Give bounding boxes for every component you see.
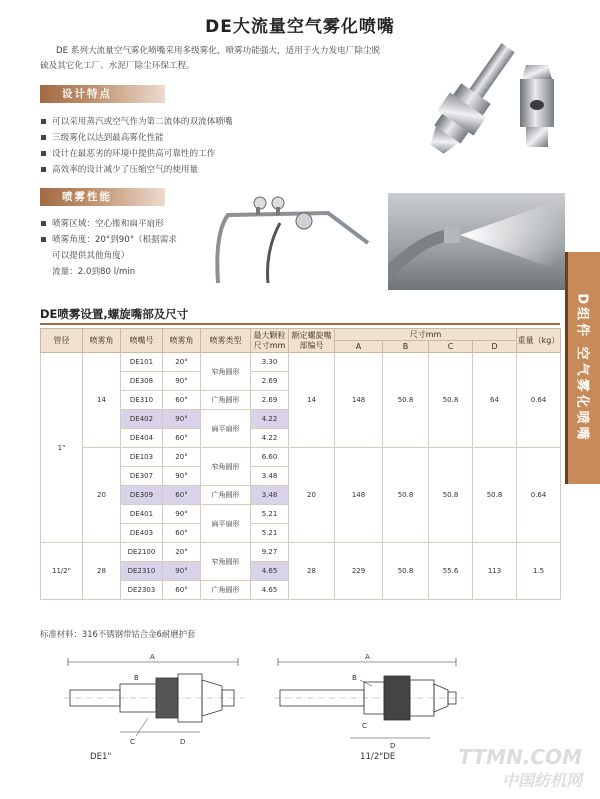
cell-nozzle: DE307: [121, 467, 163, 486]
cell-type: 扁平扇形: [201, 410, 251, 448]
features-list: [40, 114, 232, 178]
table-title: DE喷雾设置,螺旋嘴部及尺寸: [40, 307, 189, 321]
header-dim-d: D: [473, 341, 517, 353]
table-title-divider: [40, 323, 560, 325]
cell-type: 窄角圆形: [201, 353, 251, 391]
cell-nozzle: DE310: [121, 391, 163, 410]
material-note: 标准材料：316不锈钢带钴合金6耐磨护套: [40, 629, 196, 639]
cell-particle: 3.48: [251, 486, 289, 505]
feature-item: 三级雾化以达到最高雾化性能: [40, 130, 232, 146]
dim-label-a: A: [150, 653, 155, 661]
dim-label-d: D: [180, 738, 186, 746]
cell-particle: 9.27: [251, 543, 289, 562]
cell-particle: 4.22: [251, 410, 289, 429]
features-heading: 设计特点: [40, 85, 165, 103]
nozzle-product-photo: [398, 35, 568, 175]
dim-label-b: B: [134, 674, 139, 682]
page-title: DE大流量空气雾化喷嘴: [205, 17, 395, 37]
cell-dim-b: 50.8: [383, 353, 429, 448]
cell-angle: 60°: [163, 391, 201, 410]
cell-nozzle: DE2100: [121, 543, 163, 562]
drawing-right-label: 11/2"DE: [360, 752, 396, 762]
header-angle: 喷雾角: [163, 329, 201, 353]
test-rig-graphic: [208, 193, 378, 293]
spray-test-rig-photo: [208, 193, 378, 293]
cell-nozzle: DE404: [121, 429, 163, 448]
cell-group-size: 20: [83, 448, 121, 543]
cell-particle: 6.60: [251, 448, 289, 467]
table-row: [41, 353, 561, 372]
cell-dim-a: 148: [335, 448, 383, 543]
cell-code: 20: [289, 448, 335, 543]
cell-angle: 90°: [163, 410, 201, 429]
cell-pipe: 1": [41, 353, 83, 543]
cell-code: 28: [289, 543, 335, 600]
cell-angle: 20°: [163, 543, 201, 562]
spec-table: [40, 328, 561, 600]
dim-label-c: C: [362, 722, 367, 730]
side-tab-label: D组件 空气雾化喷嘴: [574, 293, 590, 443]
cell-type: 窄角圆形: [201, 543, 251, 581]
drawing-de112: [270, 652, 470, 752]
watermark-name: 中国纺机网: [501, 771, 582, 790]
cell-angle: 60°: [163, 429, 201, 448]
cell-dim-a: 229: [335, 543, 383, 600]
cell-type: 广角圆形: [201, 391, 251, 410]
spray-photo-graphic: [388, 193, 565, 290]
header-particle: 最大颗粒尺寸mm: [251, 329, 289, 353]
cell-group-size: 28: [83, 543, 121, 600]
drawing-de1: [60, 652, 250, 752]
cell-pipe: 11/2": [41, 543, 83, 600]
cell-dim-c: 50.8: [429, 448, 473, 543]
cell-nozzle: DE401: [121, 505, 163, 524]
cell-dim-b: 50.8: [383, 543, 429, 600]
cell-dim-d: 50.8: [473, 448, 517, 543]
cell-nozzle: DE101: [121, 353, 163, 372]
performance-item: 流量：2.0到80 l/min: [52, 267, 136, 277]
cell-angle: 90°: [163, 372, 201, 391]
dim-label-d: D: [390, 742, 396, 750]
header-type: 喷雾类型: [201, 329, 251, 353]
cell-nozzle: DE308: [121, 372, 163, 391]
cell-type: 广角圆形: [201, 486, 251, 505]
cell-type: 广角圆形: [201, 581, 251, 600]
performance-item: 喷雾区域：空心锥和扁平扇形: [40, 216, 177, 232]
cell-weight: 0.64: [517, 448, 561, 543]
cell-code: 14: [289, 353, 335, 448]
dim-label-b: B: [352, 674, 357, 682]
cell-particle: 4.65: [251, 581, 289, 600]
header-nozzle: 喷嘴号: [121, 329, 163, 353]
cell-angle: 90°: [163, 562, 201, 581]
cell-particle: 4.22: [251, 429, 289, 448]
intro-paragraph: DE 系列大流量空气雾化喷嘴采用多级雾化，喷雾功能强大，适用于火力发电厂除尘脱硫及其它化工厂、水泥厂除尘环保工程。: [40, 46, 381, 71]
header-dim-b: B: [383, 341, 429, 353]
watermark-url: TTMN.COM: [458, 745, 582, 769]
header-pipe: 管径: [41, 329, 83, 353]
drawing-left-label: DE1": [90, 752, 112, 762]
cell-type: 窄角圆形: [201, 448, 251, 486]
cell-dim-b: 50.8: [383, 448, 429, 543]
cell-particle: 5.21: [251, 524, 289, 543]
performance-heading: 喷雾性能: [40, 188, 165, 206]
cell-particle: 2.69: [251, 372, 289, 391]
cell-particle: 2.69: [251, 391, 289, 410]
header-dim-a: A: [335, 341, 383, 353]
cell-angle: 20°: [163, 353, 201, 372]
header-weight: 重量（kg）: [517, 329, 561, 353]
cell-dim-c: 50.8: [429, 353, 473, 448]
table-row: [41, 543, 561, 562]
cell-nozzle: DE309: [121, 486, 163, 505]
header-code: 额定螺旋嘴部编号: [289, 329, 335, 353]
cell-particle: 4.65: [251, 562, 289, 581]
header-dim-c: C: [429, 341, 473, 353]
dim-label-a: A: [365, 653, 370, 661]
cell-dim-d: 113: [473, 543, 517, 600]
cell-nozzle: DE2303: [121, 581, 163, 600]
cell-angle: 90°: [163, 505, 201, 524]
cell-group-size: 14: [83, 353, 121, 448]
cell-weight: 1.5: [517, 543, 561, 600]
side-category-tab: [565, 252, 600, 484]
performance-list: [40, 216, 177, 280]
cell-particle: 3.48: [251, 467, 289, 486]
performance-item: 喷雾角度：20°到90°（根据需求: [40, 232, 177, 248]
cell-nozzle: DE103: [121, 448, 163, 467]
spray-photo: [388, 193, 565, 290]
cell-type: 扁平扇形: [201, 505, 251, 543]
cell-dim-a: 148: [335, 353, 383, 448]
performance-item: 可以提供其他角度）: [52, 251, 130, 261]
cell-angle: 60°: [163, 581, 201, 600]
dim-label-c: C: [130, 738, 135, 746]
cell-angle: 90°: [163, 467, 201, 486]
cell-angle: 60°: [163, 524, 201, 543]
cell-weight: 0.64: [517, 353, 561, 448]
header-dimensions: 尺寸mm: [335, 329, 517, 341]
feature-item: 设计在最恶劣的环境中提供高可靠性的工作: [40, 146, 232, 162]
feature-item: 可以采用蒸汽或空气作为第二流体的双流体喷嘴: [40, 114, 232, 130]
cell-angle: 20°: [163, 448, 201, 467]
table-row: [41, 448, 561, 467]
cell-particle: 3.30: [251, 353, 289, 372]
cell-particle: 5.21: [251, 505, 289, 524]
header-angle-group: 喷雾角: [83, 329, 121, 353]
cell-nozzle: DE403: [121, 524, 163, 543]
feature-item: 高效率的设计减少了压缩空气的使用量: [40, 162, 232, 178]
nozzle-photo-graphic: [398, 35, 568, 175]
cell-dim-c: 55.6: [429, 543, 473, 600]
cell-nozzle: DE2310: [121, 562, 163, 581]
cell-angle: 60°: [163, 486, 201, 505]
cell-nozzle: DE402: [121, 410, 163, 429]
cell-dim-d: 64: [473, 353, 517, 448]
